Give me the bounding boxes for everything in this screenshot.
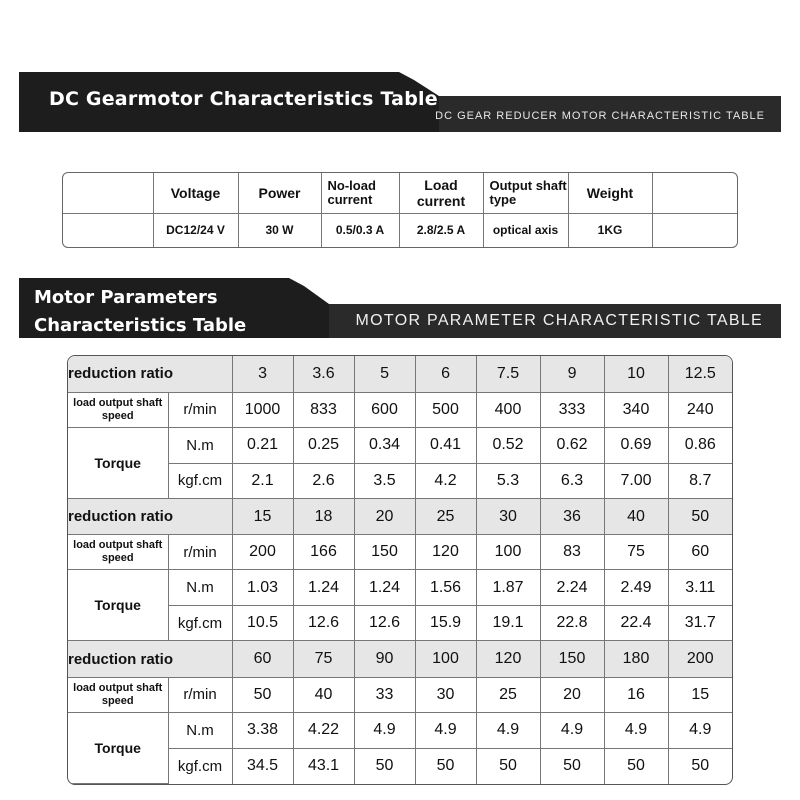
speed-cell: 200 xyxy=(232,535,293,570)
torque-kgf-cell: 10.5 xyxy=(232,606,293,641)
spec-header-cell: Voltage xyxy=(153,173,238,213)
ratio-cell: 3 xyxy=(232,356,293,392)
torque-unit-nm: N.m xyxy=(168,712,232,748)
banner-title: DC Gearmotor Characteristics Table xyxy=(49,88,438,110)
spec-value-cell xyxy=(652,213,738,247)
load-speed-label: load output shaft speed xyxy=(68,392,168,427)
ratio-cell: 18 xyxy=(293,498,354,534)
torque-kgf-cell: 31.7 xyxy=(668,606,732,641)
torque-kgf-cell: 19.1 xyxy=(476,606,540,641)
torque-nm-cell: 0.34 xyxy=(354,427,415,463)
torque-nm-cell: 0.86 xyxy=(668,427,732,463)
speed-cell: 50 xyxy=(232,677,293,712)
torque-nm-row xyxy=(68,570,732,606)
speed-cell: 333 xyxy=(540,392,604,427)
speed-cell: 1000 xyxy=(232,392,293,427)
spec-table xyxy=(62,172,738,248)
torque-kgf-cell: 8.7 xyxy=(668,463,732,498)
torque-nm-cell: 4.9 xyxy=(415,712,476,748)
torque-nm-row xyxy=(68,427,732,463)
spec-value-cell: DC12/24 V xyxy=(153,213,238,247)
torque-nm-row xyxy=(68,712,732,748)
spec-header-cell xyxy=(63,173,153,213)
torque-nm-cell: 1.87 xyxy=(476,570,540,606)
torque-kgf-cell: 43.1 xyxy=(293,748,354,783)
speed-cell: 25 xyxy=(476,677,540,712)
ratio-cell: 6 xyxy=(415,356,476,392)
torque-kgf-cell: 15.9 xyxy=(415,606,476,641)
spec-header-cell: Output shaft type xyxy=(483,173,568,213)
torque-nm-cell: 1.24 xyxy=(354,570,415,606)
torque-kgf-row xyxy=(68,606,732,641)
reduction-ratio-row xyxy=(68,641,732,677)
speed-cell: 500 xyxy=(415,392,476,427)
torque-kgf-cell: 4.2 xyxy=(415,463,476,498)
spec-value-cell: 30 W xyxy=(238,213,321,247)
torque-kgf-cell: 6.3 xyxy=(540,463,604,498)
spec-value-cell: 0.5/0.3 A xyxy=(321,213,399,247)
torque-kgf-cell: 2.6 xyxy=(293,463,354,498)
reduction-ratio-label: reduction ratio xyxy=(68,498,232,534)
ratio-cell: 200 xyxy=(668,641,732,677)
spec-value-cell: optical axis xyxy=(483,213,568,247)
ratio-cell: 12.5 xyxy=(668,356,732,392)
speed-cell: 100 xyxy=(476,535,540,570)
torque-kgf-cell: 12.6 xyxy=(293,606,354,641)
spec-value-row xyxy=(63,213,738,247)
speed-cell: 40 xyxy=(293,677,354,712)
speed-cell: 16 xyxy=(604,677,668,712)
banner-title xyxy=(34,284,246,340)
spec-header-cell xyxy=(652,173,738,213)
speed-cell: 20 xyxy=(540,677,604,712)
torque-nm-cell: 4.22 xyxy=(293,712,354,748)
torque-kgf-cell: 5.3 xyxy=(476,463,540,498)
spec-header-cell: Load current xyxy=(399,173,483,213)
speed-cell: 33 xyxy=(354,677,415,712)
speed-cell: 120 xyxy=(415,535,476,570)
spec-header-cell: Weight xyxy=(568,173,652,213)
torque-nm-cell: 2.24 xyxy=(540,570,604,606)
ratio-cell: 5 xyxy=(354,356,415,392)
speed-cell: 833 xyxy=(293,392,354,427)
banner-title-line: Characteristics Table xyxy=(34,315,247,336)
ratio-cell: 25 xyxy=(415,498,476,534)
torque-nm-cell: 0.52 xyxy=(476,427,540,463)
torque-nm-cell: 1.56 xyxy=(415,570,476,606)
banner-subtitle: DC GEAR REDUCER MOTOR CHARACTERISTIC TABLE xyxy=(435,110,765,122)
torque-nm-cell: 4.9 xyxy=(540,712,604,748)
spec-header-cell: Power xyxy=(238,173,321,213)
reduction-ratio-label: reduction ratio xyxy=(68,356,232,392)
speed-row xyxy=(68,392,732,427)
speed-row xyxy=(68,535,732,570)
torque-nm-cell: 4.9 xyxy=(668,712,732,748)
torque-kgf-cell: 34.5 xyxy=(232,748,293,783)
speed-cell: 15 xyxy=(668,677,732,712)
ratio-cell: 10 xyxy=(604,356,668,392)
torque-label: Torque xyxy=(68,427,168,498)
speed-cell: 75 xyxy=(604,535,668,570)
speed-row xyxy=(68,677,732,712)
torque-unit-nm: N.m xyxy=(168,427,232,463)
torque-kgf-cell: 50 xyxy=(540,748,604,783)
reduction-ratio-row xyxy=(68,498,732,534)
torque-kgf-row xyxy=(68,748,732,783)
ratio-cell: 180 xyxy=(604,641,668,677)
ratio-cell: 9 xyxy=(540,356,604,392)
torque-kgf-cell: 2.1 xyxy=(232,463,293,498)
spec-value-cell: 1KG xyxy=(568,213,652,247)
banner-gearmotor-characteristics xyxy=(19,72,781,132)
torque-nm-cell: 0.69 xyxy=(604,427,668,463)
ratio-cell: 40 xyxy=(604,498,668,534)
load-speed-label: load output shaft speed xyxy=(68,535,168,570)
torque-label: Torque xyxy=(68,712,168,783)
torque-nm-cell: 2.49 xyxy=(604,570,668,606)
torque-nm-cell: 1.24 xyxy=(293,570,354,606)
spec-header-cell: No-load current xyxy=(321,173,399,213)
speed-cell: 60 xyxy=(668,535,732,570)
torque-kgf-cell: 50 xyxy=(415,748,476,783)
torque-unit-kgf: kgf.cm xyxy=(168,463,232,498)
motor-parameter-table xyxy=(67,355,733,785)
speed-cell: 166 xyxy=(293,535,354,570)
torque-kgf-cell: 50 xyxy=(604,748,668,783)
torque-nm-cell: 0.62 xyxy=(540,427,604,463)
reduction-ratio-row xyxy=(68,356,732,392)
torque-kgf-cell: 7.00 xyxy=(604,463,668,498)
ratio-cell: 100 xyxy=(415,641,476,677)
torque-kgf-cell: 22.4 xyxy=(604,606,668,641)
torque-nm-cell: 4.9 xyxy=(476,712,540,748)
torque-kgf-cell: 3.5 xyxy=(354,463,415,498)
speed-cell: 400 xyxy=(476,392,540,427)
torque-nm-cell: 0.21 xyxy=(232,427,293,463)
torque-kgf-cell: 50 xyxy=(668,748,732,783)
speed-cell: 240 xyxy=(668,392,732,427)
speed-unit: r/min xyxy=(168,677,232,712)
torque-kgf-cell: 22.8 xyxy=(540,606,604,641)
spec-value-cell: 2.8/2.5 A xyxy=(399,213,483,247)
spec-value-cell xyxy=(63,213,153,247)
load-speed-label: load output shaft speed xyxy=(68,677,168,712)
ratio-cell: 20 xyxy=(354,498,415,534)
speed-cell: 150 xyxy=(354,535,415,570)
torque-label: Torque xyxy=(68,570,168,641)
ratio-cell: 150 xyxy=(540,641,604,677)
torque-nm-cell: 4.9 xyxy=(604,712,668,748)
torque-unit-kgf: kgf.cm xyxy=(168,748,232,783)
ratio-cell: 120 xyxy=(476,641,540,677)
torque-unit-nm: N.m xyxy=(168,570,232,606)
speed-unit: r/min xyxy=(168,392,232,427)
torque-nm-cell: 0.25 xyxy=(293,427,354,463)
ratio-cell: 15 xyxy=(232,498,293,534)
torque-nm-cell: 0.41 xyxy=(415,427,476,463)
ratio-cell: 36 xyxy=(540,498,604,534)
speed-unit: r/min xyxy=(168,535,232,570)
ratio-cell: 50 xyxy=(668,498,732,534)
torque-kgf-cell: 50 xyxy=(476,748,540,783)
reduction-ratio-label: reduction ratio xyxy=(68,641,232,677)
ratio-cell: 30 xyxy=(476,498,540,534)
torque-unit-kgf: kgf.cm xyxy=(168,606,232,641)
banner-subtitle: MOTOR PARAMETER CHARACTERISTIC TABLE xyxy=(355,312,763,329)
ratio-cell: 75 xyxy=(293,641,354,677)
ratio-cell: 60 xyxy=(232,641,293,677)
banner-motor-parameters xyxy=(19,278,781,338)
ratio-cell: 90 xyxy=(354,641,415,677)
torque-nm-cell: 3.11 xyxy=(668,570,732,606)
torque-kgf-cell: 50 xyxy=(354,748,415,783)
speed-cell: 600 xyxy=(354,392,415,427)
speed-cell: 83 xyxy=(540,535,604,570)
ratio-cell: 7.5 xyxy=(476,356,540,392)
torque-nm-cell: 3.38 xyxy=(232,712,293,748)
torque-kgf-row xyxy=(68,463,732,498)
banner-title-line: Motor Parameters xyxy=(34,287,218,308)
speed-cell: 30 xyxy=(415,677,476,712)
torque-kgf-cell: 12.6 xyxy=(354,606,415,641)
ratio-cell: 3.6 xyxy=(293,356,354,392)
torque-nm-cell: 4.9 xyxy=(354,712,415,748)
speed-cell: 340 xyxy=(604,392,668,427)
spec-header-row xyxy=(63,173,738,213)
torque-nm-cell: 1.03 xyxy=(232,570,293,606)
